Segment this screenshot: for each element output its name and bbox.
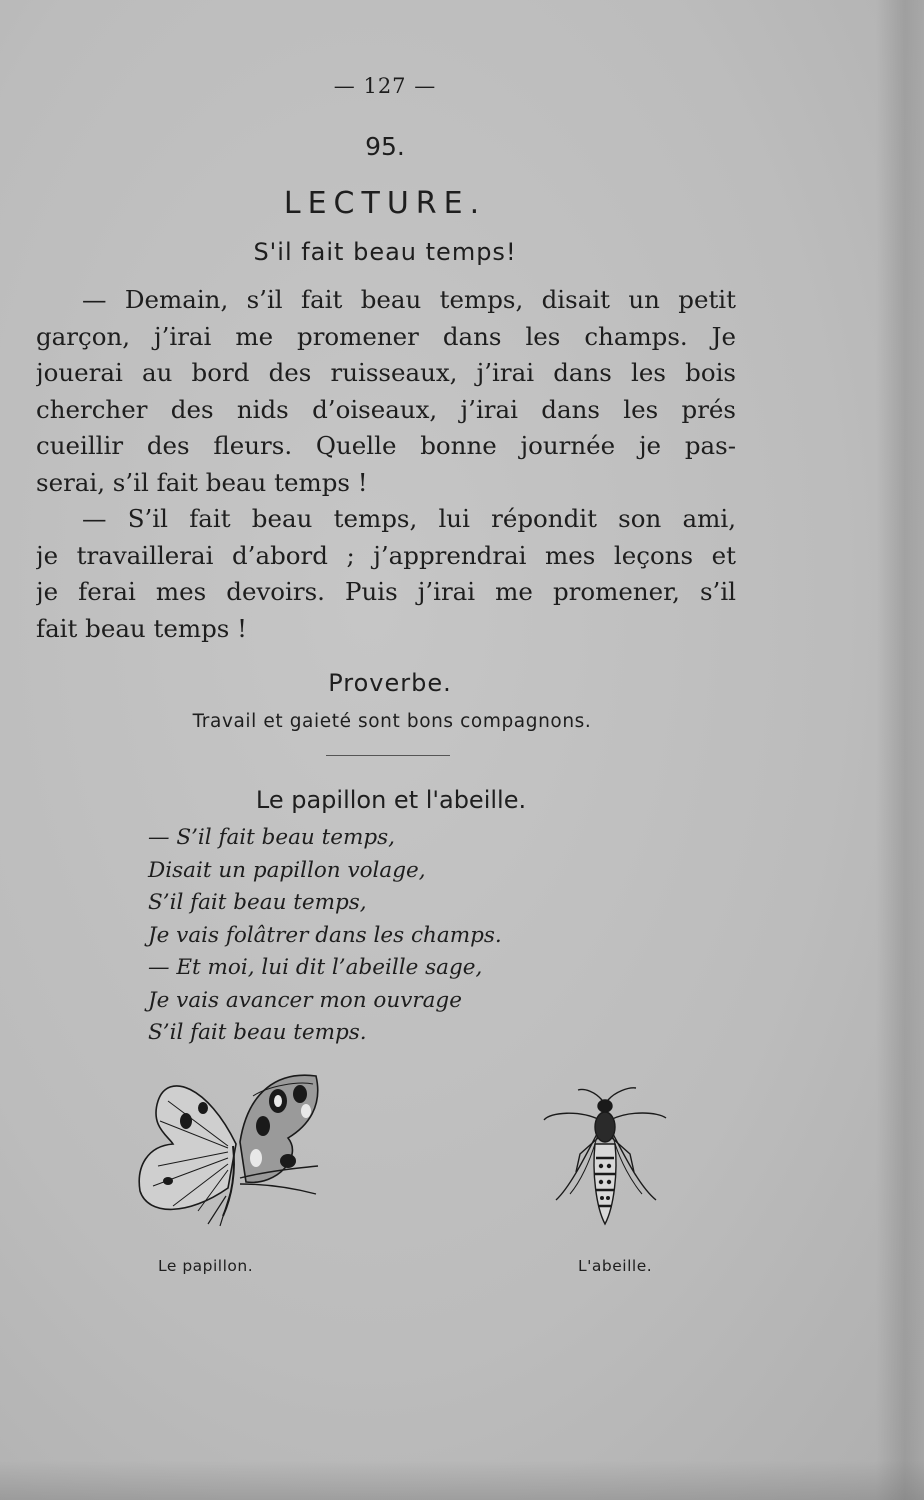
poem-line: Disait un papillon volage, — [148, 857, 426, 883]
poem-line: S’il fait beau temps. — [148, 1020, 367, 1045]
poem-line: — Et moi, lui dit l’abeille sage, — [148, 955, 483, 980]
poem-line: S’il fait beau temps, — [148, 890, 367, 915]
bee-caption: L'abeille. — [578, 1257, 653, 1275]
butterfly-icon — [128, 1066, 328, 1231]
paragraph-2 — [36, 501, 736, 647]
paragraph-line: — Demain, s’il fait beau temps, disait un petit — [82, 285, 736, 314]
paragraph-line: garçon, j’irai me promener dans les champs. Je — [36, 321, 736, 351]
paragraph-line: cueillir des fleurs. Quelle bonne journée je pas- — [36, 431, 736, 460]
poem-line: — S’il fait beau temps, — [148, 825, 395, 850]
paragraph-line: fait beau temps ! — [36, 613, 247, 643]
reading-title: S'il fait beau temps! — [253, 238, 517, 266]
page-number: — 127 — — [333, 74, 437, 98]
section-title: LECTURE. — [283, 186, 487, 221]
bee-icon — [540, 1082, 670, 1232]
page-bottom-shadow — [0, 1460, 924, 1500]
paragraph-line: — S’il fait beau temps, lui répondit son ami, — [82, 504, 736, 533]
paragraph-line: je ferai mes devoirs. Puis j’irai me promener, s’il — [36, 577, 736, 606]
paragraph-1 — [36, 282, 736, 501]
lesson-number: 95. — [365, 132, 405, 161]
poem-line: Je vais avancer mon ouvrage — [148, 987, 462, 1013]
butterfly-caption: Le papillon. — [158, 1257, 254, 1275]
poem-line: Je vais folâtrer dans les champs. — [148, 922, 502, 948]
section-divider — [326, 755, 450, 756]
page-edge-shadow — [876, 0, 924, 1500]
paragraph-line: je travaillerai d’abord ; j’apprendrai mes leçons et — [36, 540, 736, 570]
poem — [148, 822, 502, 1050]
paragraph-line: chercher des nids d’oiseaux, j’irai dans les prés — [36, 394, 736, 424]
proverb-heading: Proverbe. — [328, 669, 452, 697]
paragraph-line: serai, s’il fait beau temps ! — [36, 467, 368, 497]
proverb-text: Travail et gaieté sont bons compagnons. — [192, 711, 592, 732]
poem-title: Le papillon et l'abeille. — [255, 786, 527, 814]
paragraph-line: jouerai au bord des ruisseaux, j’irai dans les bois — [36, 358, 736, 387]
